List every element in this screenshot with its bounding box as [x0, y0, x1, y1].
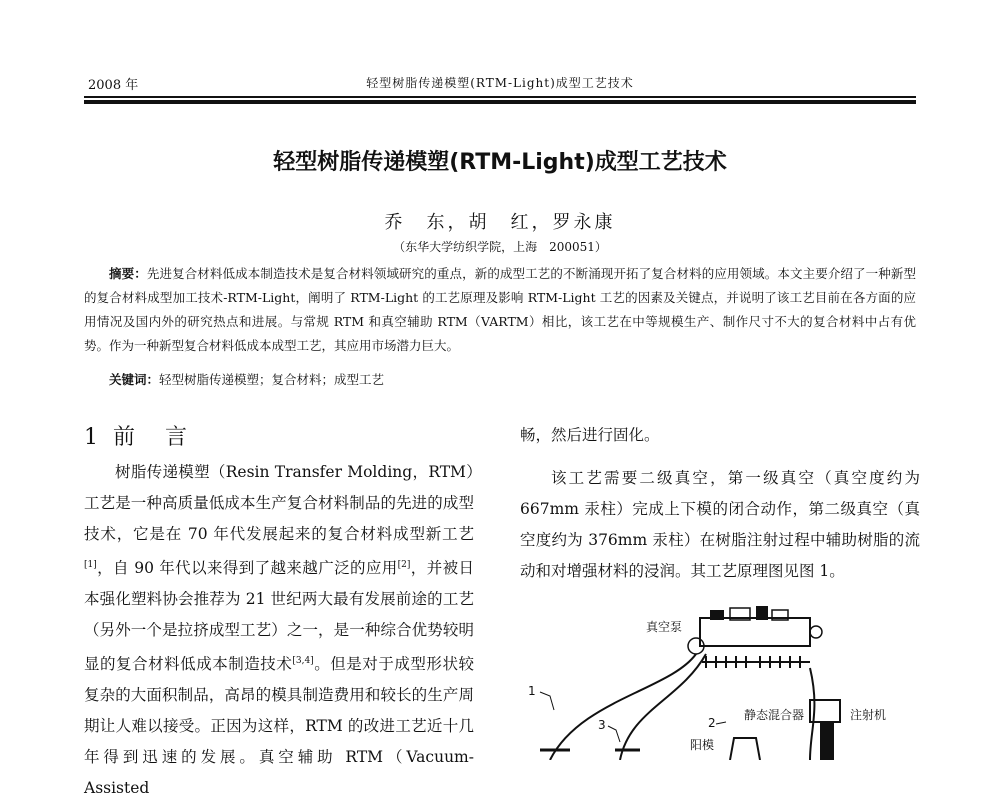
abstract-label: 摘要：	[109, 266, 147, 281]
label-injector: 注射机	[850, 708, 887, 722]
running-header	[66, 70, 934, 96]
pump-part	[756, 606, 768, 620]
paper-affiliation: （东华大学纺织学院，上海 200051）	[393, 240, 607, 254]
abstract-text: 先进复合材料低成本制造技术是复合材料领域研究的重点，新的成型工艺的不断涌现开拓了复合材料的应用领域。本文主要介绍了一种新型的复合材料成型加工技术-RTM-Light，阐明了 RTM-Light 的工艺原理及影响 RTM-Light 工艺的因素及关键点，并说明了该工艺目前在各方面的应用情况及国内外的研究热点和进展。与常规 RTM 和真空辅助 RTM（VARTM）相比，该工艺在中等规模生产、制作尺寸不大的复合材料中占有优势。作为一种新型复合材料低成本成型工艺，其应用市场潜力巨大。	[84, 266, 916, 353]
vacuum-hose-1	[550, 654, 696, 760]
gauge	[810, 626, 822, 638]
figure-1-schematic	[520, 600, 920, 760]
pump-part	[710, 610, 724, 620]
label-number-3: 3	[598, 718, 606, 732]
abstract	[84, 262, 916, 358]
header-year: 2008 年	[88, 78, 139, 93]
citation: [1]	[84, 560, 97, 570]
citation: [3,4]	[292, 656, 314, 667]
leader-3	[608, 726, 620, 742]
schematic-drawing	[520, 600, 920, 760]
intro-paragraph	[84, 457, 474, 804]
continued-text: 畅，然后进行固化。	[520, 426, 660, 444]
header-running-title: 轻型树脂传递模塑(RTM-Light)成型工艺技术	[366, 76, 634, 90]
paper-title: 轻型树脂传递模塑(RTM-Light)成型工艺技术	[273, 150, 727, 175]
intro-text-c: ，并被日本强化塑料协会推荐为 21 世纪两大最有发展前途的工艺（另外一个是拉挤成型工艺）之一，是一种综合优势较明显的复合材料低成本制造技术	[84, 559, 474, 674]
keywords-text: 轻型树脂传递模塑；复合材料；成型工艺	[159, 372, 385, 387]
header-rule-thick	[84, 100, 916, 104]
header-rule-thin	[84, 96, 916, 98]
label-number-1: 1	[528, 684, 536, 698]
intro-text-a: 树脂传递模塑（Resin Transfer Molding，RTM）工艺是一种高质量低成本生产复合材料制品的先进的成型技术，它是在 70 年代发展起来的复合材料成型新工艺	[84, 463, 474, 543]
label-static-mixer: 静态混合器	[744, 708, 805, 722]
vacuum-pump-box	[700, 618, 810, 646]
section-heading	[84, 420, 474, 451]
male-mold-shape	[730, 738, 760, 760]
citation: [2]	[397, 560, 411, 570]
paper-authors: 乔 东，胡 红，罗永康	[384, 212, 616, 233]
label-vacuum-pump: 真空泵	[646, 620, 683, 634]
injector-body	[820, 722, 834, 760]
process-paragraph: 该工艺需要二级真空，第一级真空（真空度约为 667mm 汞柱）完成上下模的闭合动作，第二级真空（真空度约为 376mm 汞柱）在树脂注射过程中辅助树脂的流动和对增强材料的浸润。其工艺原理图见图 1。	[520, 469, 920, 580]
keywords	[84, 370, 916, 388]
leader-2	[716, 722, 726, 724]
section-number: 1	[84, 425, 102, 450]
section-title: 前 言	[113, 425, 192, 450]
intro-text-d: 。但是对于成型形状较复杂的大面积制品，高昂的模具制造费用和较长的生产周期让人难以接受。正因为这样，RTM 的改进工艺近十几年得到迅速的发展。真空辅助 RTM（Vacuum-Assisted	[84, 655, 474, 798]
keywords-label: 关键词：	[109, 372, 160, 387]
leader-1	[540, 692, 554, 710]
right-column	[520, 420, 920, 587]
label-male-mold: 阳模	[690, 738, 715, 752]
left-column	[84, 420, 474, 804]
label-number-2: 2	[708, 716, 716, 730]
intro-text-b: ，自 90 年代以来得到了越来越广泛的应用	[96, 559, 398, 578]
